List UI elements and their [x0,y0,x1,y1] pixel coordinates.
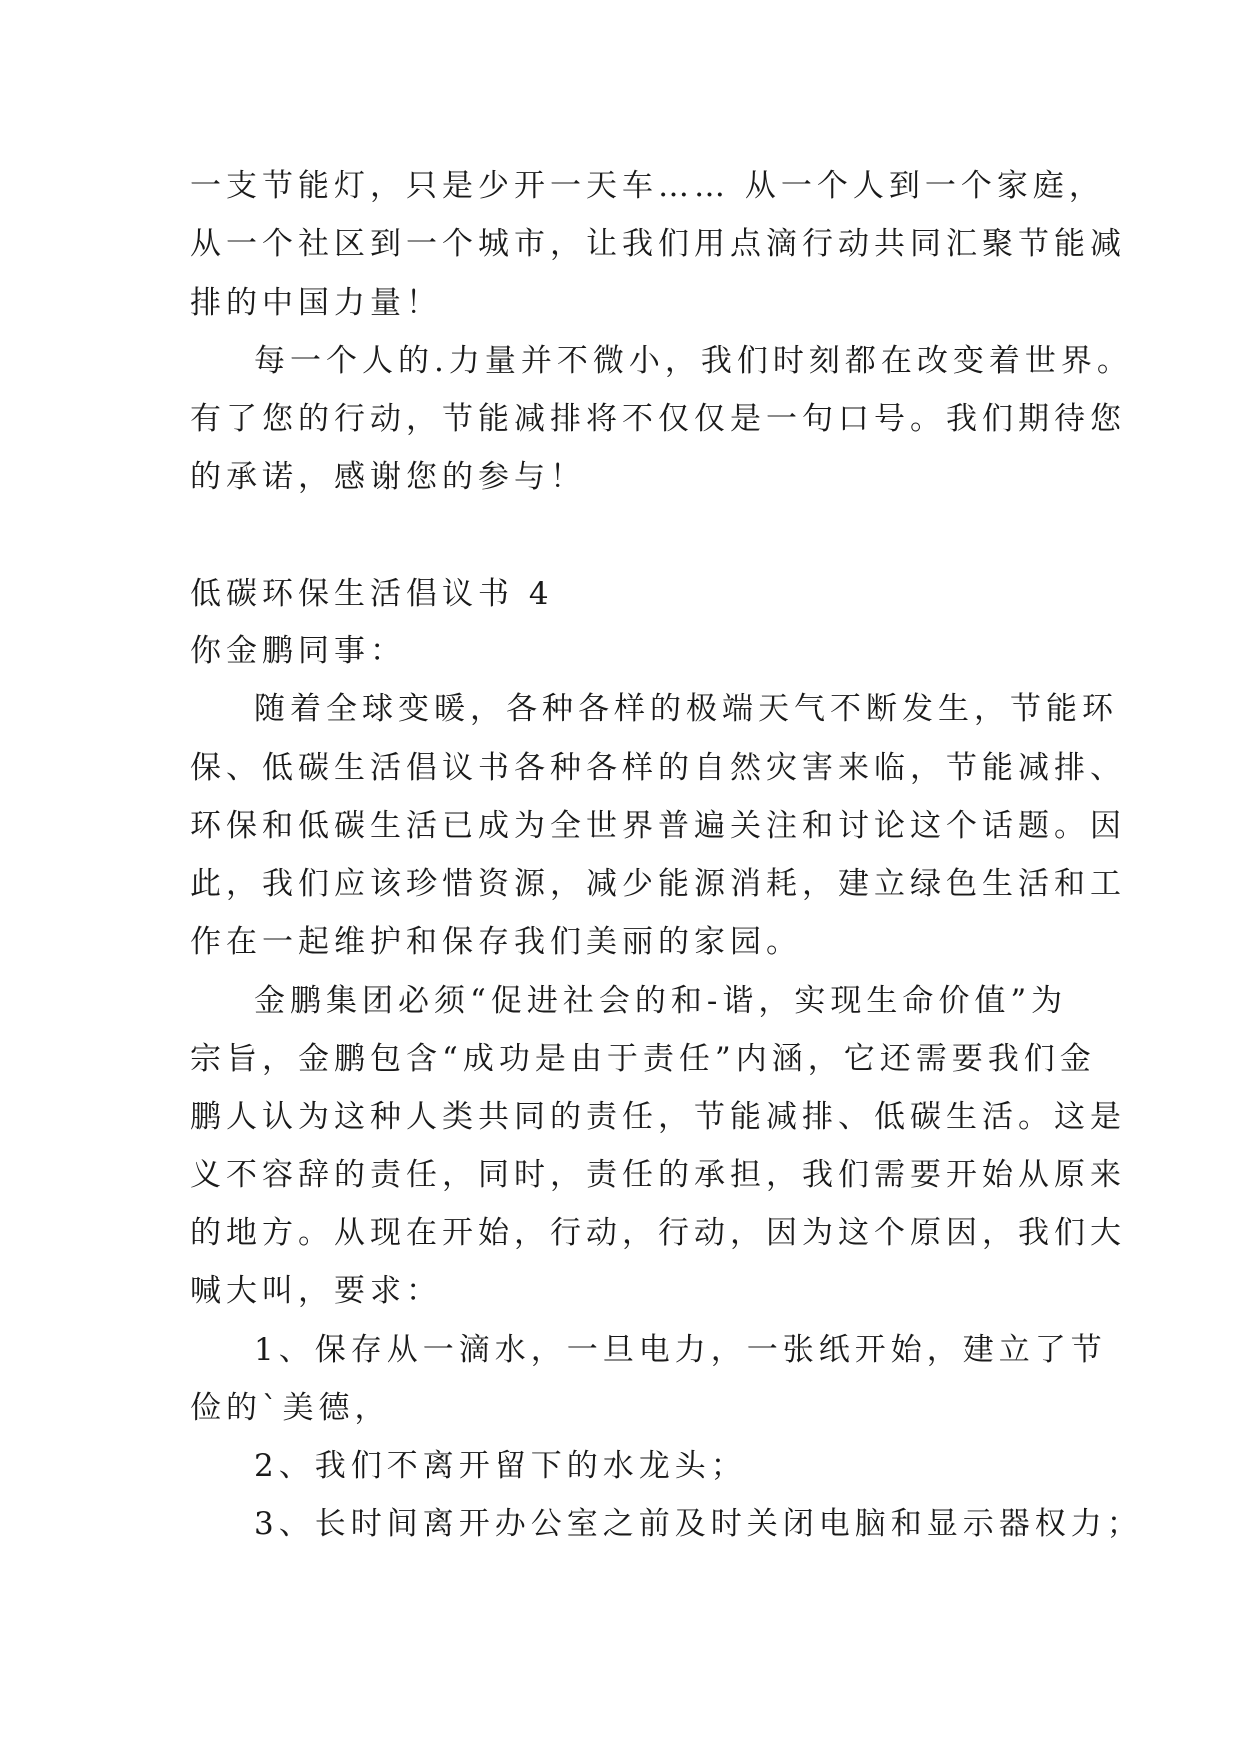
paragraph-line: 的承诺，感谢您的参与！ [190,459,586,495]
paragraph-line: 保、低碳生活倡议书各种各样的自然灾害来临，节能减排、 [190,750,1126,786]
salutation: 你金鹏同事： [190,633,406,669]
paragraph-line: 有了您的行动，节能减排将不仅仅是一句口号。我们期待您 [190,401,1126,437]
paragraph-line: 排的中国力量！ [190,285,442,321]
list-item: 1、保存从一滴水，一旦电力，一张纸开始，建立了节 [254,1332,1107,1368]
paragraph-line: 环保和低碳生活已成为全世界普遍关注和讨论这个话题。因 [190,808,1126,844]
paragraph-line: 从一个社区到一个城市，让我们用点滴行动共同汇聚节能减 [190,226,1126,262]
paragraph-line: 的地方。从现在开始，行动，行动，因为这个原因，我们大 [190,1215,1126,1251]
list-item-continuation: 俭的`美德， [190,1390,391,1426]
paragraph-line: 义不容辞的责任，同时，责任的承担，我们需要开始从原来 [190,1157,1126,1193]
section-title: 低碳环保生活倡议书 4 [190,576,554,612]
paragraph-line: 鹏人认为这种人类共同的责任，节能减排、低碳生活。这是 [190,1099,1126,1135]
paragraph-line: 每一个人的.力量并不微小，我们时刻都在改变着世界。 [254,343,1133,379]
paragraph-line: 随着全球变暖，各种各样的极端天气不断发生，节能环 [254,691,1118,727]
list-item: 3、长时间离开办公室之前及时关闭电脑和显示器权力； [254,1506,1143,1542]
paragraph-line: 金鹏集团必须“促进社会的和-谐，实现生命价值”为 [254,983,1068,1019]
paragraph-line: 作在一起维护和保存我们美丽的家园。 [190,924,802,960]
paragraph-line: 喊大叫，要求： [190,1273,442,1309]
list-item: 2、我们不离开留下的水龙头； [254,1448,747,1484]
paragraph-line: 一支节能灯，只是少开一天车…… 从一个人到一个家庭， [190,168,1105,204]
paragraph-line: 此，我们应该珍惜资源，减少能源消耗，建立绿色生活和工 [190,866,1126,902]
paragraph-line: 宗旨，金鹏包含“成功是由于责任”内涵，它还需要我们金 [190,1041,1096,1077]
